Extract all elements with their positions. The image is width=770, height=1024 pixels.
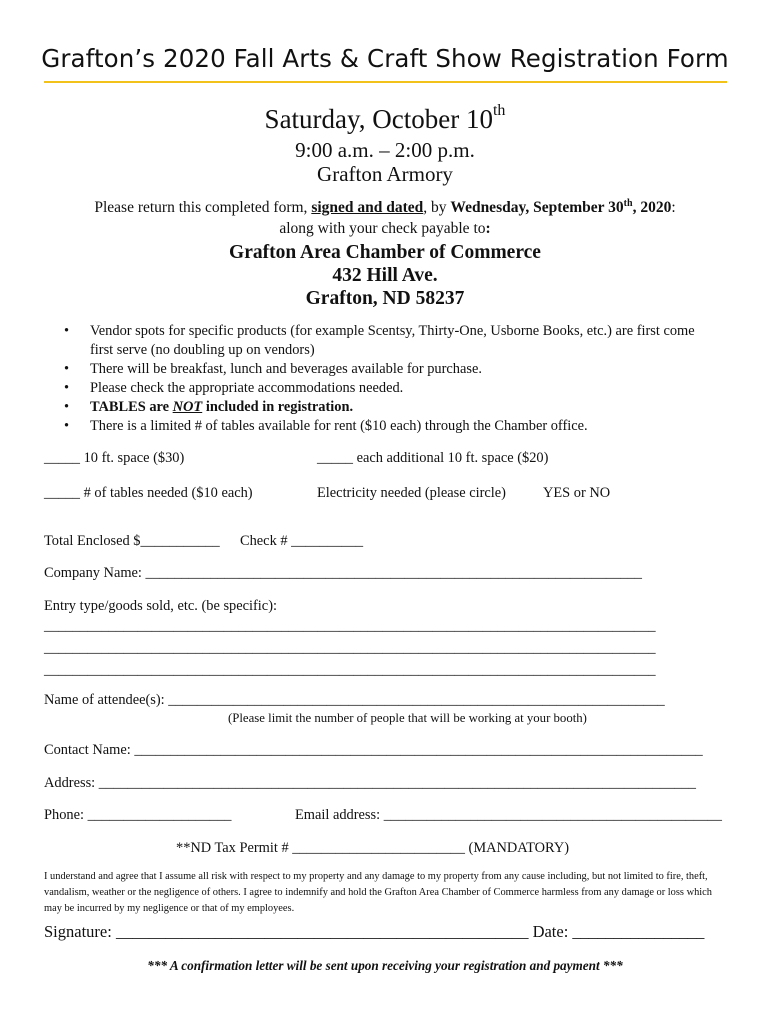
bullet-icon: • (64, 361, 70, 377)
entry-type-line[interactable]: _____________________________________________________________________________________ (44, 662, 656, 678)
title-underline (44, 81, 727, 83)
company-name-field[interactable]: Company Name: _____________________________________________________________________ (44, 565, 642, 581)
bullet-item (44, 360, 704, 379)
attendees-note: (Please limit the number of people that will be working at your booth) (228, 711, 587, 725)
confirmation-note: *** A confirmation letter will be sent upon receiving your registration and payment *** (147, 958, 623, 973)
bullet-icon: • (64, 323, 70, 339)
space-10ft-option[interactable]: _____ 10 ft. space ($30) (44, 450, 185, 466)
event-date-suffix: th (492, 102, 506, 119)
tables-text-c: included in registration. (202, 399, 354, 415)
additional-space-option[interactable]: _____ each additional 10 ft. space ($20) (317, 450, 549, 466)
bullet-text: There is a limited # of tables available for rent ($10 each) through the Chamber office. (90, 418, 588, 434)
event-time: 9:00 a.m. – 2:00 p.m. (295, 138, 475, 162)
contact-name-field[interactable]: Contact Name: _______________________________________________________________________________ (44, 742, 703, 758)
org-city: Grafton, ND 58237 (305, 288, 465, 309)
tables-needed-option[interactable]: _____ # of tables needed ($10 each) (44, 485, 253, 501)
entry-type-line[interactable]: _____________________________________________________________________________________ (44, 640, 656, 656)
electricity-yes-no[interactable]: YES or NO (543, 485, 611, 501)
signature-date-field[interactable]: Signature: __________________________________________________ Date: ________________ (44, 922, 705, 941)
entry-type-line[interactable]: _____________________________________________________________________________________ (44, 618, 656, 634)
bullet-item (44, 379, 704, 398)
liability-waiver: I understand and agree that I assume all risk with respect to my property and any damage to my property from any cause including, but not limited to fire, theft, vandalism, weather or the negligence of others. I agree to indemnify and hold the Grafton Area Chamber of Commerce harmless from any damage or loss which may be incurred by my negligence or that of my employees. (44, 871, 712, 914)
return-text-1: Please return this completed form, (94, 199, 312, 217)
deadline-year: , 2020 (632, 199, 672, 217)
event-date (0, 104, 770, 135)
deadline (450, 199, 671, 216)
return-text-2: , by (423, 199, 451, 217)
deadline-suffix: th (623, 198, 633, 209)
electricity-label: Electricity needed (please circle) (317, 485, 506, 501)
event-date-main: Saturday, October 10 (264, 104, 493, 134)
payable-to-colon: : (485, 220, 491, 237)
phone-field[interactable]: Phone: ____________________ (44, 807, 232, 823)
return-text-3: : (671, 199, 676, 217)
bullet-item (44, 322, 704, 360)
bullet-text: Please check the appropriate accommodations needed. (90, 380, 404, 396)
check-number-field[interactable]: Check # __________ (240, 533, 364, 549)
entry-type-label: Entry type/goods sold, etc. (be specific): (44, 598, 277, 614)
bullet-text: Vendor spots for specific products (for example Scentsy, Thirty-One, Usborne Books, etc.) are first come first serve (no doubling up on vendors) (90, 323, 695, 358)
bullet-item (44, 417, 704, 436)
bullet-text: There will be breakfast, lunch and beverages available for purchase. (90, 361, 482, 377)
attendees-field[interactable]: Name of attendee(s): _____________________________________________________________________ (44, 692, 665, 708)
bullet-icon: • (64, 418, 70, 434)
tax-permit-field[interactable]: **ND Tax Permit # ________________________ (MANDATORY) (176, 840, 569, 856)
bullet-icon: • (64, 399, 70, 415)
tables-text-a: TABLES are (90, 399, 173, 415)
event-venue: Grafton Armory (317, 162, 453, 186)
bullet-icon: • (64, 380, 70, 396)
form-title: Grafton’s 2020 Fall Arts & Craft Show Registration Form (41, 44, 729, 73)
bullet-item (44, 398, 704, 417)
payable-to-line (0, 220, 770, 238)
deadline-main: Wednesday, September 30 (450, 199, 624, 217)
org-street: 432 Hill Ave. (332, 265, 438, 286)
info-bullets (44, 322, 704, 436)
return-instructions (0, 198, 770, 217)
email-field[interactable]: Email address: _______________________________________________ (295, 807, 722, 823)
payable-to-text: along with your check payable to (279, 220, 486, 237)
tables-not: NOT (172, 399, 203, 415)
org-name: Grafton Area Chamber of Commerce (229, 242, 541, 263)
total-enclosed-field[interactable]: Total Enclosed $___________ (44, 533, 220, 549)
signed-and-dated: signed and dated (311, 199, 424, 217)
address-field[interactable]: Address: ___________________________________________________________________________________ (44, 775, 696, 791)
